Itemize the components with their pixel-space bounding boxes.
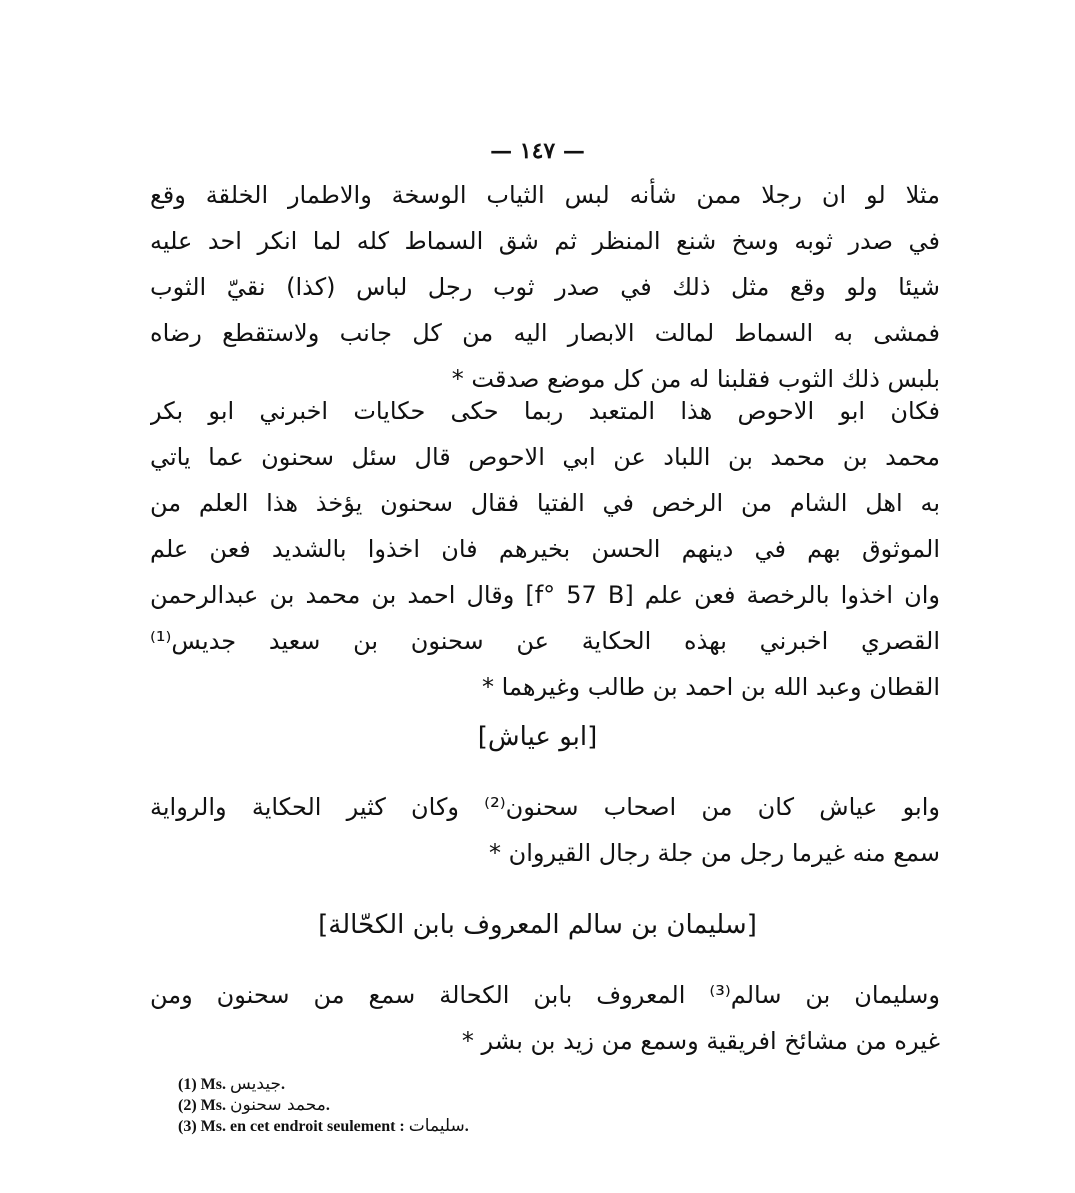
footnote <box>178 1074 878 1095</box>
footnote-arabic: محمد سحنون <box>229 1095 326 1115</box>
text-line: فمشى به السماط لمالت الابصار اليه من كل جانب ولاستقطع رضاه <box>150 319 940 347</box>
footnote-arabic: جيديس <box>229 1074 281 1094</box>
text-line: وسليمان بن سالم⁽³⁾ المعروف بابن الكحالة سمع من سحنون ومن <box>150 981 940 1009</box>
text-line: الموثوق بهم في دينهم الحسن بخيرهم فان اخذوا بالشديد فعن علم <box>150 535 940 563</box>
section-heading-text: [سليمان بن سالم المعروف بابن الكحّالة] <box>318 910 757 940</box>
paragraph-2 <box>150 388 940 710</box>
text-line: وان اخذوا بالرخصة فعن علم [f° 57 B] وقال احمد بن محمد بن عبدالرحمن <box>150 581 940 609</box>
text-line: محمد بن محمد بن اللباد عن ابي الاحوص قال سئل سحنون عما ياتي <box>150 443 940 471</box>
paragraph-1 <box>150 172 940 402</box>
section-heading <box>0 910 1075 940</box>
text-line: وابو عياش كان من اصحاب سحنون⁽²⁾ وكان كثير الحكاية والرواية <box>150 793 940 821</box>
footnote-label: (1) Ms. <box>178 1076 226 1093</box>
text-line: سمع منه غيرما رجل من جلة رجال القيروان * <box>489 839 940 867</box>
text-line: مثلا لو ان رجلا ممن شأنه لبس الثياب الوسخة والاطمار الخلقة وقع <box>150 181 940 209</box>
footnote-label: (3) Ms. en cet endroit seulement : <box>178 1118 405 1135</box>
footnote-tail: . <box>325 1097 330 1114</box>
footnotes <box>178 1074 878 1137</box>
text-line: بلبس ذلك الثوب فقلبنا له من كل موضع صدقت * <box>451 365 940 393</box>
text-line: القطان وعبد الله بن احمد بن طالب وغيرهما * <box>482 673 940 701</box>
paragraph-4 <box>150 972 940 1064</box>
footnote <box>178 1116 878 1137</box>
footnote-tail: . <box>280 1076 285 1093</box>
footnote-label: (2) Ms. <box>178 1097 226 1114</box>
text-line: القصري اخبرني بهذه الحكاية عن سحنون بن سعيد جديس⁽¹⁾ <box>150 627 940 655</box>
footnote-arabic: سليمات <box>408 1116 465 1136</box>
section-heading-text: [ابو عياش] <box>477 722 598 752</box>
section-heading <box>0 722 1075 752</box>
footnote-tail: . <box>464 1118 469 1135</box>
text-line: في صدر ثوبه وسخ شنع المنظر ثم شق السماط كله لما انكر احد عليه <box>150 227 940 255</box>
text-line: غيره من مشائخ افريقية وسمع من زيد بن بشر * <box>461 1027 940 1055</box>
text-line: به اهل الشام من الرخص في الفتيا فقال سحنون يؤخذ هذا العلم من <box>150 489 940 517</box>
text-line: فكان ابو الاحوص هذا المتعبد ربما حكى حكايات اخبرني ابو بكر <box>150 397 940 425</box>
text-line: شيئا ولو وقع مثل ذلك في صدر ثوب رجل لباس (كذا) نقيّ الثوب <box>150 273 940 301</box>
footnote <box>178 1095 878 1116</box>
page-number: — ١٤٧ — <box>490 138 585 164</box>
paragraph-3 <box>150 784 940 876</box>
